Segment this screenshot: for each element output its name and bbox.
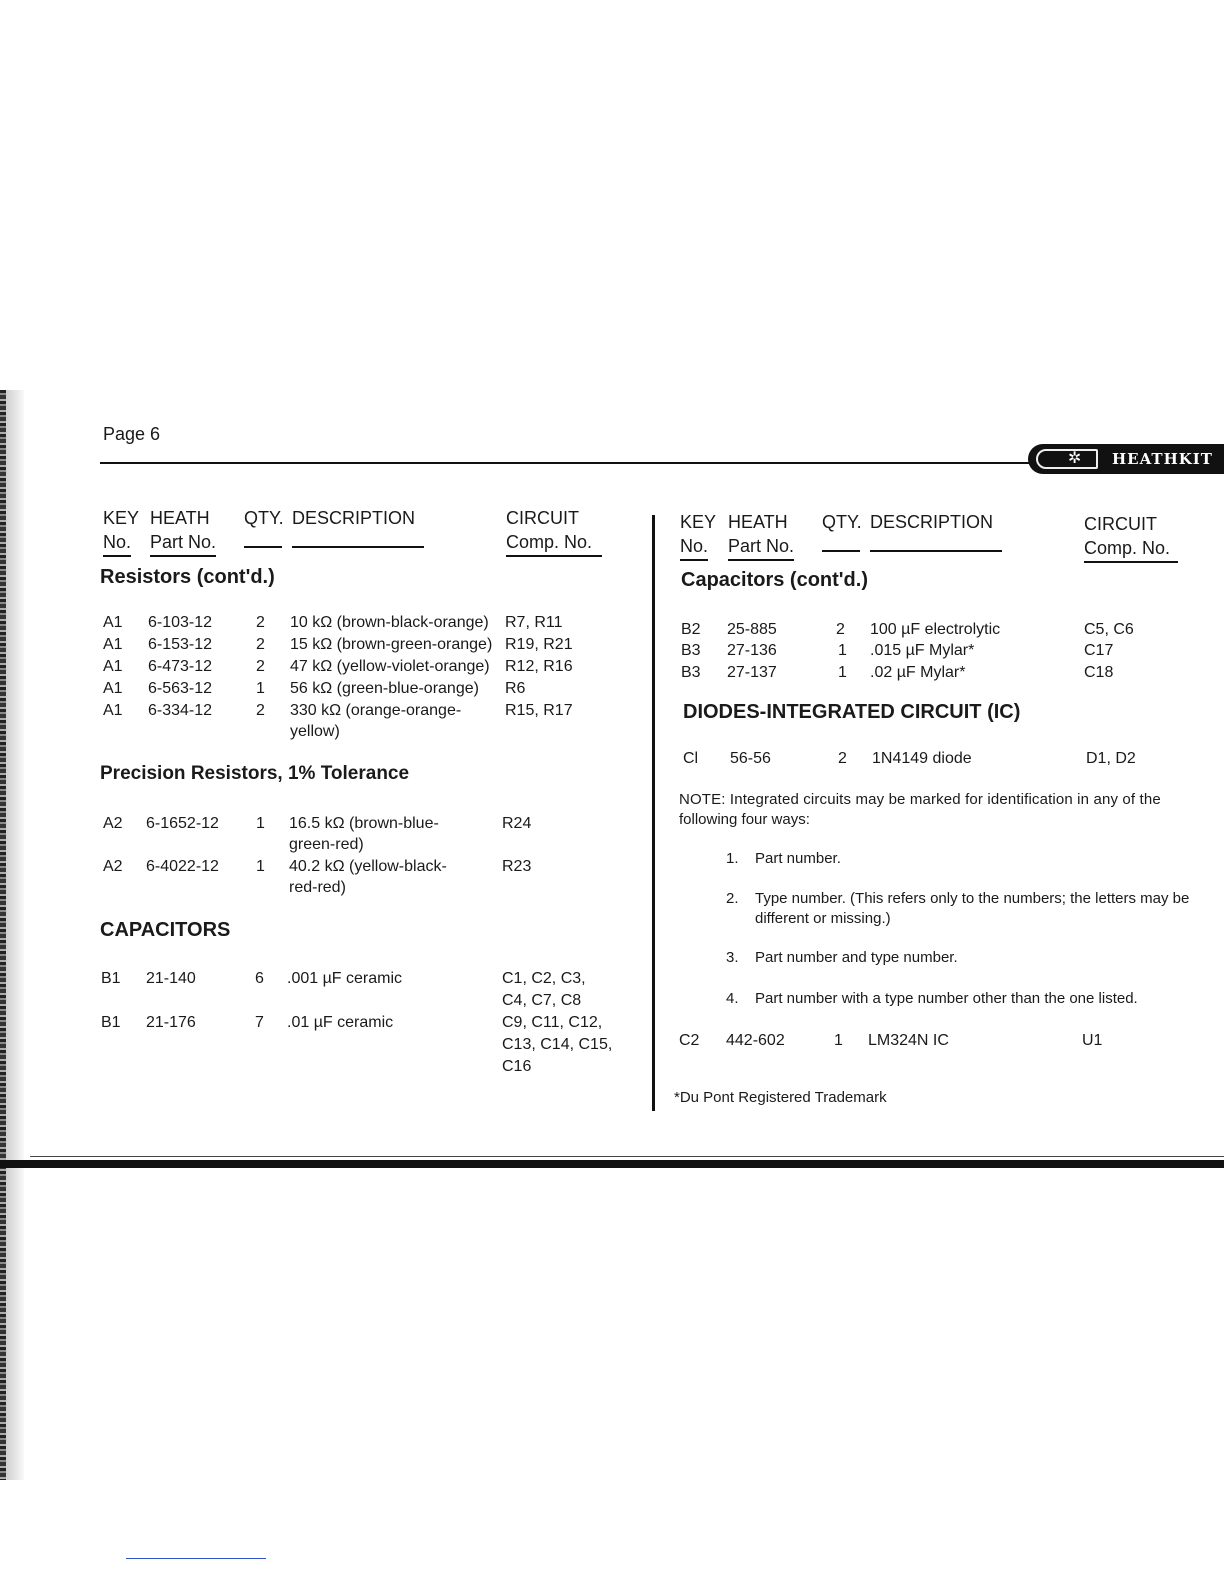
table-cell-comp: R6: [505, 680, 526, 697]
table-cell-description: 1N4149 diode: [872, 750, 972, 767]
table-cell-qty: 1: [838, 664, 847, 681]
table-cell-part: 21-140: [146, 970, 196, 987]
table-cell-key: Cl: [683, 750, 699, 767]
table-cell-comp: R19, R21: [505, 636, 573, 653]
section-title-diodes-ic: DIODES-INTEGRATED CIRCUIT (IC): [683, 701, 1021, 723]
table-cell-qty: 1: [838, 642, 847, 659]
logo-wordmark: HEATHKIT: [1112, 450, 1213, 468]
table-cell-description-cont: red-red): [289, 879, 346, 896]
table-cell-comp: C5, C6: [1084, 621, 1134, 638]
table-cell-description-cont: yellow): [290, 723, 340, 740]
table-cell-key: B3: [681, 642, 701, 659]
table-cell-comp: R24: [502, 815, 532, 832]
table-cell-key: A2: [103, 858, 123, 875]
section-title-precision-resistors: Precision Resistors, 1% Tolerance: [100, 763, 410, 784]
table-cell-qty: 2: [256, 636, 265, 653]
table-cell-comp: C1, C2, C3,: [502, 970, 586, 987]
table-cell-description: 16.5 kΩ (brown-blue-: [289, 815, 439, 832]
table-cell-description: 40.2 kΩ (yellow-black-: [289, 858, 447, 875]
heathkit-logo: [1028, 444, 1224, 474]
table-cell-description: 10 kΩ (brown-black-orange): [290, 614, 489, 631]
table-cell-comp-cont: C4, C7, C8: [502, 992, 582, 1009]
table-cell-comp: R15, R17: [505, 702, 573, 719]
list-item: Part number with a type number other than the one listed.: [755, 990, 1138, 1007]
table-cell-description: 47 kΩ (yellow-violet-orange): [290, 658, 490, 675]
left-header-description: DESCRIPTION: [292, 506, 424, 554]
left-header-qty: QTY.: [244, 506, 284, 554]
list-item-number: 4.: [726, 990, 739, 1007]
table-cell-key: B1: [101, 970, 121, 987]
footer-rule: [0, 1160, 1224, 1168]
table-cell-description: 330 kΩ (orange-orange-: [290, 702, 462, 719]
table-cell-comp: C17: [1084, 642, 1114, 659]
table-cell-part: 6-1652-12: [146, 815, 219, 832]
right-header-description: DESCRIPTION: [870, 510, 1002, 558]
table-cell-description: .02 µF Mylar*: [870, 664, 966, 681]
list-item-number: 3.: [726, 949, 739, 966]
table-cell-key: A2: [103, 815, 123, 832]
table-cell-key: B1: [101, 1014, 121, 1031]
table-cell-part: 21-176: [146, 1014, 196, 1031]
table-cell-part: 6-153-12: [148, 636, 213, 653]
table-cell-comp: D1, D2: [1086, 750, 1136, 767]
table-cell-comp: R12, R16: [505, 658, 573, 675]
section-title-resistors: Resistors (cont'd.): [100, 566, 275, 588]
table-cell-qty: 6: [255, 970, 264, 987]
table-cell-key: A1: [103, 658, 123, 675]
table-cell-key: A1: [103, 636, 123, 653]
list-item-cont: different or missing.): [755, 910, 891, 927]
trademark-footnote: *Du Pont Registered Trademark: [674, 1089, 887, 1106]
page-number: Page 6: [103, 424, 161, 444]
list-item-number: 1.: [726, 850, 739, 867]
table-cell-qty: 1: [256, 858, 265, 875]
left-header-key: KEY No.: [103, 506, 139, 557]
table-cell-description: 15 kΩ (brown-green-orange): [290, 636, 493, 653]
section-title-capacitors: CAPACITORS: [100, 919, 231, 941]
scan-artifact-line: [126, 1558, 266, 1559]
table-cell-description: .001 µF ceramic: [287, 970, 403, 987]
table-cell-description: .01 µF ceramic: [287, 1014, 394, 1031]
list-item: Type number. (This refers only to the numbers; the letters may be: [755, 890, 1190, 907]
table-cell-key: A1: [103, 614, 123, 631]
table-cell-qty: 2: [256, 702, 265, 719]
left-header-heath: HEATH Part No.: [150, 506, 216, 557]
table-cell-comp: R23: [502, 858, 532, 875]
table-cell-part: 56-56: [730, 750, 771, 767]
logo-emblem-icon: ✲: [1036, 449, 1098, 469]
table-cell-key: B2: [681, 621, 701, 638]
table-cell-qty: 1: [256, 815, 265, 832]
table-cell-comp: U1: [1082, 1032, 1103, 1049]
table-cell-comp-cont: C16: [502, 1058, 532, 1075]
list-item: Part number.: [755, 850, 841, 867]
table-cell-qty: 2: [836, 621, 845, 638]
table-cell-key: C2: [679, 1032, 700, 1049]
table-cell-description: 100 µF electrolytic: [870, 621, 1001, 638]
table-cell-part: 6-103-12: [148, 614, 213, 631]
right-header-heath: HEATH Part No.: [728, 510, 794, 561]
table-cell-qty: 2: [256, 658, 265, 675]
footer-rule-thin: [30, 1156, 1224, 1157]
right-header-qty: QTY.: [822, 510, 862, 558]
table-cell-part: 27-137: [727, 664, 777, 681]
table-cell-comp: C9, C11, C12,: [502, 1014, 603, 1031]
page-shadow: [6, 390, 24, 1480]
list-item: Part number and type number.: [755, 949, 958, 966]
table-cell-comp: R7, R11: [505, 614, 563, 631]
table-cell-comp-cont: C13, C14, C15,: [502, 1036, 613, 1053]
table-cell-qty: 1: [256, 680, 265, 697]
table-cell-key: A1: [103, 702, 123, 719]
column-divider: [652, 515, 655, 1111]
table-cell-part: 6-473-12: [148, 658, 213, 675]
table-cell-description-cont: green-red): [289, 836, 364, 853]
list-item-number: 2.: [726, 890, 739, 907]
right-header-circuit: CIRCUIT Comp. No.: [1084, 512, 1178, 563]
table-cell-description: 56 kΩ (green-blue-orange): [290, 680, 479, 697]
table-cell-part: 6-334-12: [148, 702, 213, 719]
table-cell-key: A1: [103, 680, 123, 697]
table-cell-part: 6-4022-12: [146, 858, 219, 875]
right-header-key: KEY No.: [680, 510, 716, 561]
table-cell-comp: C18: [1084, 664, 1114, 681]
ic-note: NOTE: Integrated circuits may be marked for identification in any of the following four ways:: [679, 791, 1161, 828]
table-cell-description: LM324N IC: [868, 1032, 949, 1049]
table-cell-part: 6-563-12: [148, 680, 213, 697]
table-cell-part: 27-136: [727, 642, 777, 659]
table-cell-part: 25-885: [727, 621, 777, 638]
table-cell-key: B3: [681, 664, 701, 681]
table-cell-qty: 2: [256, 614, 265, 631]
table-cell-qty: 1: [834, 1032, 843, 1049]
table-cell-description: .015 µF Mylar*: [870, 642, 975, 659]
table-cell-qty: 7: [255, 1014, 264, 1031]
left-header-circuit: CIRCUIT Comp. No.: [506, 506, 602, 557]
table-cell-part: 442-602: [726, 1032, 785, 1049]
table-cell-qty: 2: [838, 750, 847, 767]
section-title-capacitors-contd: Capacitors (cont'd.): [681, 569, 868, 591]
